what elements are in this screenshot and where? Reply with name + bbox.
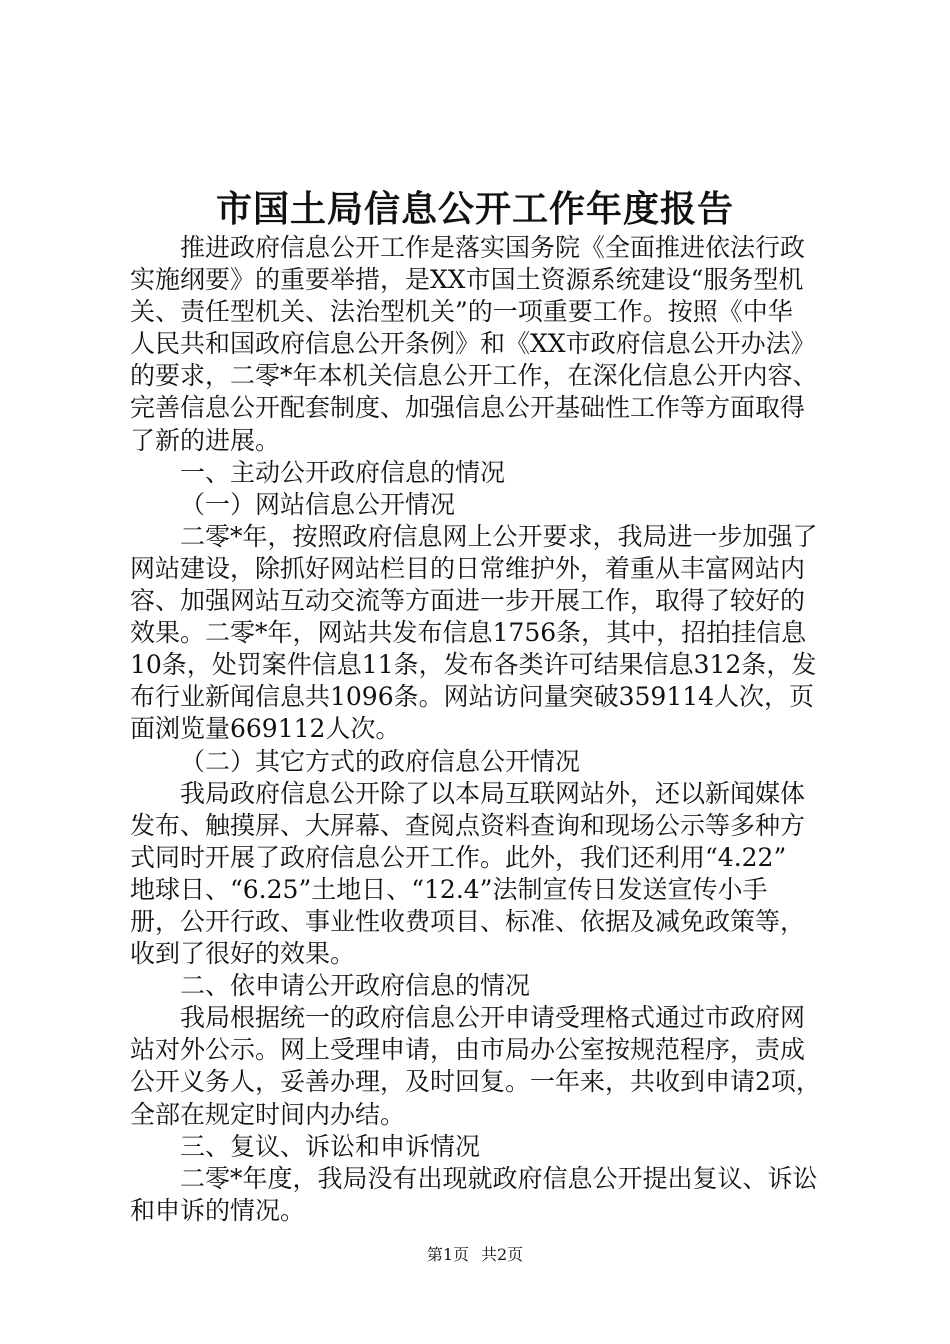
- page-footer: [0, 1243, 950, 1267]
- body-line: 我局根据统一的政府信息公开申请受理格式通过市政府网: [180, 1003, 806, 1033]
- body-line: 站对外公示。网上受理申请，由市局办公室按规范程序，责成: [130, 1035, 806, 1065]
- page-number-current: 第1页: [426, 1245, 469, 1264]
- body-line: 10条，处罚案件信息11条，发布各类许可结果信息312条，发: [130, 650, 817, 680]
- section-heading: 一、主动公开政府信息的情况: [180, 457, 506, 487]
- body-line: 公开义务人，妥善办理，及时回复。一年来，共收到申请2项，: [130, 1067, 821, 1097]
- body-line: 册，公开行政、事业性收费项目、标准、依据及减免政策等，: [130, 906, 806, 936]
- subsection-heading: （二）其它方式的政府信息公开情况: [180, 746, 581, 776]
- body-line: 和申诉的情况。: [130, 1195, 306, 1225]
- body-line: 实施纲要》的重要举措，是XX市国土资源系统建设“服务型机: [130, 265, 804, 295]
- body-line: 了新的进展。: [130, 425, 281, 455]
- body-line: 全部在规定时间内办结。: [130, 1099, 406, 1129]
- body-line: 效果。二零*年，网站共发布信息1756条，其中，招拍挂信息: [130, 618, 807, 648]
- body-line: 容、加强网站互动交流等方面进一步开展工作，取得了较好的: [130, 586, 806, 616]
- section-heading: 二、依申请公开政府信息的情况: [180, 971, 531, 1001]
- document-title: 市国土局信息公开工作年度报告: [215, 188, 734, 230]
- body-line: 网站建设，除抓好网站栏目的日常维护外，着重从丰富网站内: [130, 553, 806, 583]
- body-line: 式同时开展了政府信息公开工作。此外，我们还利用“4.22”: [130, 842, 787, 872]
- body-line: 收到了很好的效果。: [130, 939, 356, 969]
- body-line: 地球日、“6.25”土地日、“12.4”法制宣传日发送宣传小手: [130, 874, 768, 904]
- body-line: 我局政府信息公开除了以本局互联网站外，还以新闻媒体: [180, 778, 806, 808]
- subsection-heading: （一）网站信息公开情况: [180, 489, 456, 519]
- body-line: 人民共和国政府信息公开条例》和《XX市政府信息公开办法》: [130, 329, 816, 359]
- body-line: 二零*年度，我局没有出现就政府信息公开提出复议、诉讼: [180, 1163, 818, 1193]
- body-line: 发布、触摸屏、大屏幕、查阅点资料查询和现场公示等多种方: [130, 810, 806, 840]
- body-line: 推进政府信息公开工作是落实国务院《全面推进依法行政: [180, 233, 806, 262]
- section-heading: 三、复议、诉讼和申诉情况: [180, 1131, 481, 1161]
- body-line: 布行业新闻信息共1096条。网站访问量突破359114人次，页: [130, 682, 815, 712]
- body-line: 二零*年，按照政府信息网上公开要求，我局进一步加强了: [180, 521, 818, 551]
- body-line: 的要求，二零*年本机关信息公开工作，在深化信息公开内容、: [130, 361, 818, 391]
- body-line: 面浏览量669112人次。: [130, 714, 401, 744]
- body-line: 完善信息公开配套制度、加强信息公开基础性工作等方面取得: [130, 393, 806, 423]
- page-number-total: 共2页: [481, 1245, 524, 1264]
- body-line: 关、责任型机关、法治型机关”的一项重要工作。按照《中华: [130, 297, 793, 327]
- document-body: [130, 232, 830, 1227]
